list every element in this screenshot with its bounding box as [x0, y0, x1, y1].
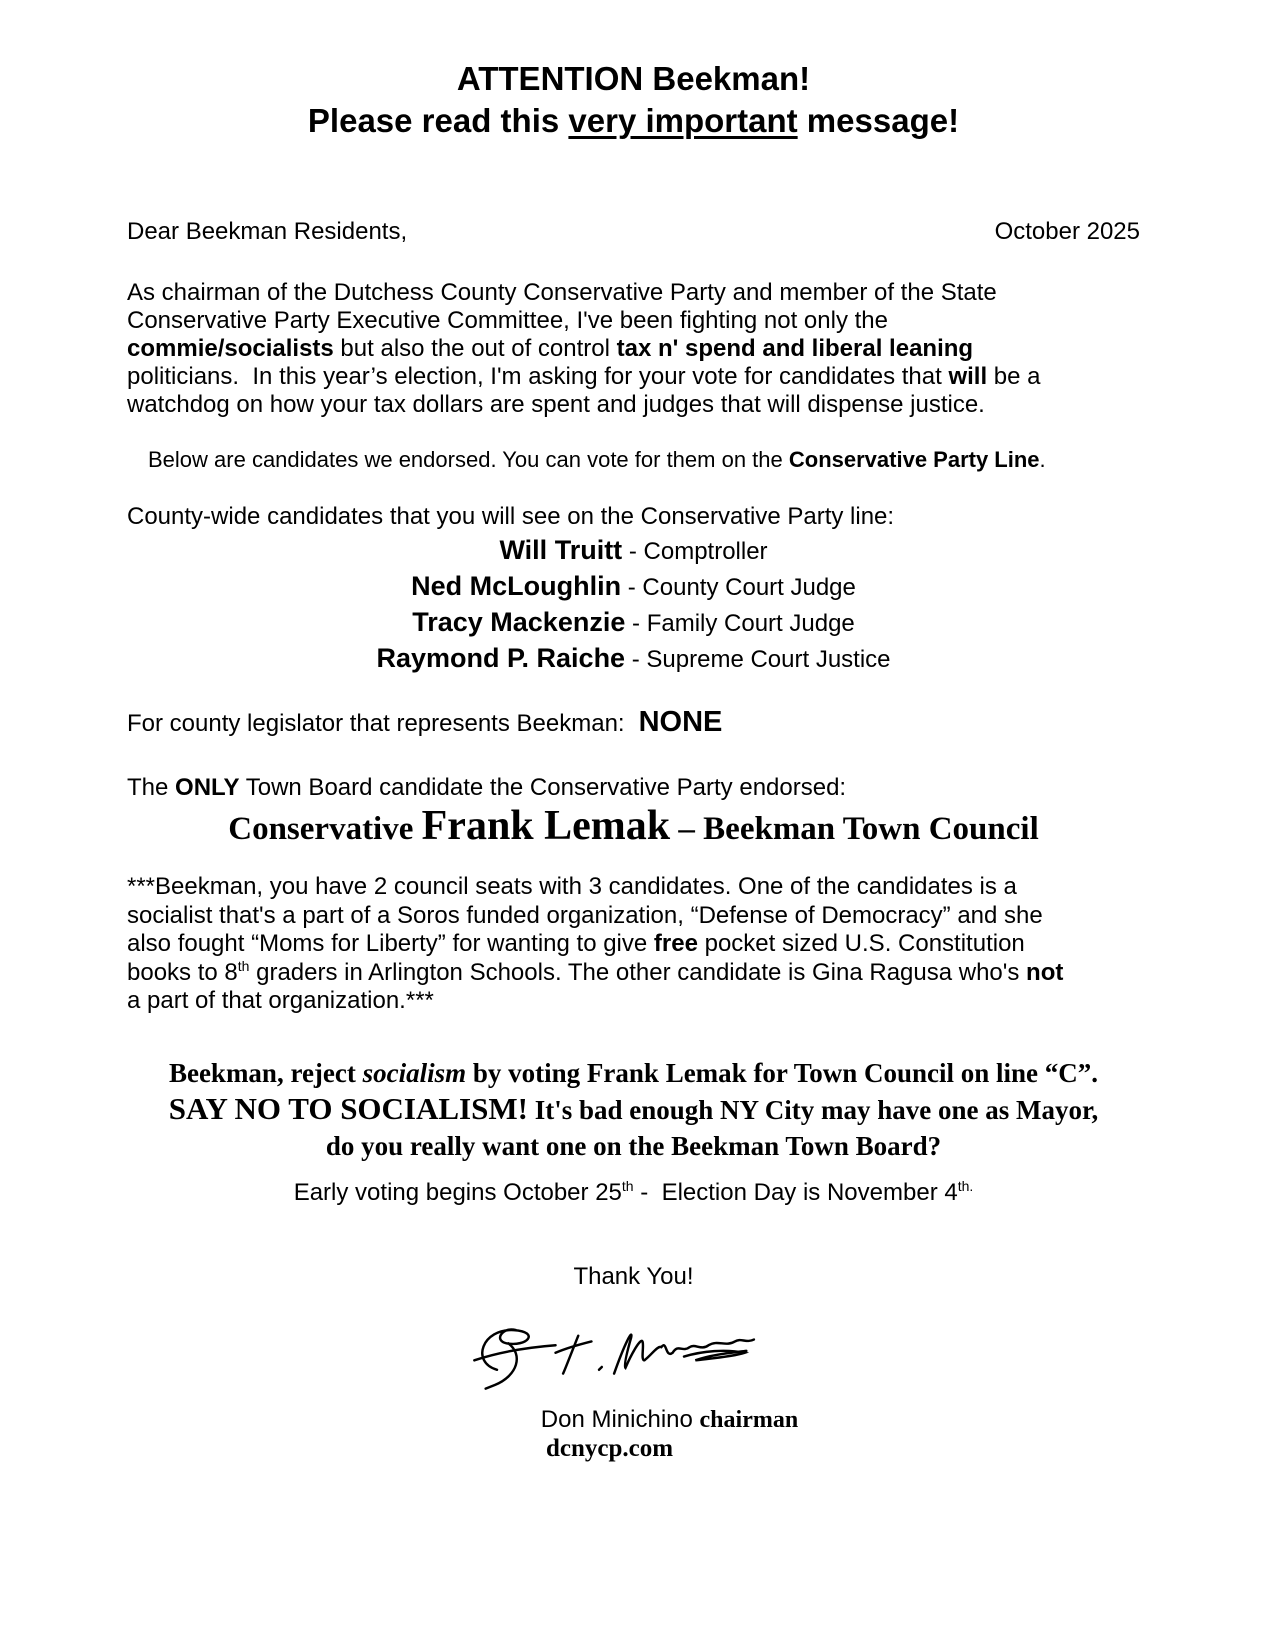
text-run: pocket sized U.S. Constitution — [697, 930, 1025, 957]
text-run: Town Board candidate the Conservative Party endorsed: — [239, 774, 847, 801]
banner-prefix: Conservative — [228, 811, 422, 847]
italic-text: socialism — [362, 1057, 467, 1088]
text-run: message! — [797, 102, 960, 139]
text-run: Beekman, reject — [168, 1057, 363, 1088]
text-run: - — [622, 538, 644, 565]
signature-image — [109, 1315, 1122, 1405]
text-run: Please read this — [307, 102, 569, 139]
superscript-text: th — [237, 957, 250, 974]
council-note-paragraph — [127, 873, 1140, 1016]
text-run: Early voting begins October 25 — [293, 1178, 622, 1206]
candidate-row — [127, 641, 1140, 677]
voting-dates-line — [127, 1179, 1140, 1207]
text-run: also fought “Moms for Liberty” for wanting to give — [127, 930, 654, 957]
text-run: - Election Day is November 4 — [633, 1178, 958, 1206]
text-run: graders in Arlington Schools. The other candidate is Gina Ragusa who's — [249, 958, 1027, 986]
intro-paragraph — [127, 279, 1140, 419]
text-run: by voting Frank Lemak for Town Council on line “C”. — [466, 1057, 1099, 1088]
closing-line: Thank You! — [573, 1262, 694, 1290]
legislator-value: NONE — [638, 706, 723, 738]
salutation: Dear Beekman Residents, — [127, 218, 408, 245]
town-board-line — [127, 774, 1140, 802]
bold-text: ONLY — [175, 774, 240, 801]
endorsed-note — [127, 447, 1140, 473]
slogan-line2 — [127, 1090, 1140, 1129]
text-run: It's bad enough NY City may have one as Mayor, — [527, 1094, 1099, 1125]
text-run: socialist that's a part of a Soros funded organization, “Defense of Democracy” and she — [127, 901, 1043, 929]
text-run: be a — [987, 363, 1041, 390]
candidate-office: County Court Judge — [642, 574, 856, 601]
candidate-office: Comptroller — [643, 538, 768, 565]
text-run: watchdog on how your tax dollars are spent and judges that will dispense justice. — [127, 391, 985, 418]
slogan-shout: SAY NO TO SOCIALISM! — [168, 1090, 528, 1126]
salutation-row — [127, 218, 1140, 246]
endorsement-banner — [127, 802, 1140, 853]
slogan-line3: do you really want one on the Beekman Town Board? — [325, 1130, 942, 1161]
bold-text: free — [653, 930, 698, 957]
bold-text: tax n' spend and liberal leaning — [616, 335, 974, 362]
signatory-name: Don Minichino — [540, 1405, 700, 1433]
text-run: - — [625, 610, 647, 637]
superscript-text: th. — [957, 1177, 974, 1194]
title-line1: ATTENTION Beekman! — [456, 60, 811, 97]
banner-suffix: – Beekman Town Council — [670, 811, 1039, 847]
bold-text: not — [1026, 958, 1064, 986]
superscript-text: th — [621, 1177, 634, 1194]
signature-block — [127, 1315, 1140, 1463]
slogan-block — [127, 1056, 1140, 1163]
signatory-line — [163, 1405, 1176, 1435]
text-run: ***Beekman, you have 2 council seats with 3 candidates. One of the candidates is a — [127, 873, 1017, 900]
title-line2 — [308, 102, 959, 139]
candidate-row — [127, 533, 1140, 569]
banner-candidate-name: Frank Lemak — [421, 803, 671, 849]
candidate-row — [127, 569, 1140, 605]
text-run: The — [127, 774, 176, 801]
legislator-label: For county legislator that represents Beekman: — [127, 710, 625, 737]
candidate-name: Raymond P. Raiche — [376, 643, 626, 673]
text-run: politicians. In this year’s election, I'm asking for your vote for candidates that — [127, 363, 949, 390]
text-run: Conservative Party Executive Committee, I've been fighting not only the — [127, 307, 888, 334]
text-run: . — [1039, 447, 1046, 472]
candidate-name: Tracy Mackenzie — [412, 607, 626, 637]
text-run: - — [621, 574, 643, 601]
candidate-name: Ned McLoughlin — [411, 571, 622, 601]
text-run: books to 8 — [127, 958, 238, 986]
letter-title — [127, 58, 1140, 142]
candidate-row — [127, 605, 1140, 641]
underlined-text: very important — [568, 102, 798, 139]
bold-text: will — [948, 363, 988, 390]
signatory-title: chairman — [699, 1406, 799, 1433]
text-run: As chairman of the Dutchess County Conservative Party and member of the State — [127, 279, 997, 306]
candidate-list — [127, 533, 1140, 677]
countywide-heading: County-wide candidates that you will see on the Conservative Party line: — [127, 503, 895, 530]
bold-text: Conservative Party Line — [788, 447, 1040, 472]
letter-date: October 2025 — [994, 218, 1140, 245]
candidate-name: Will Truitt — [499, 535, 623, 565]
slogan-line1 — [127, 1056, 1140, 1090]
text-run: a part of that organization.*** — [127, 987, 434, 1014]
candidate-office: Family Court Judge — [646, 610, 855, 637]
bold-text: commie/socialists — [127, 335, 334, 362]
text-run: Below are candidates we endorsed. You can vote for them on the — [148, 447, 789, 472]
candidate-office: Supreme Court Justice — [646, 646, 891, 673]
text-run: but also the out of control — [333, 335, 617, 362]
legislator-line — [127, 705, 1140, 741]
text-run: - — [625, 646, 647, 673]
signatory-website: dcnycp.com — [545, 1434, 674, 1462]
